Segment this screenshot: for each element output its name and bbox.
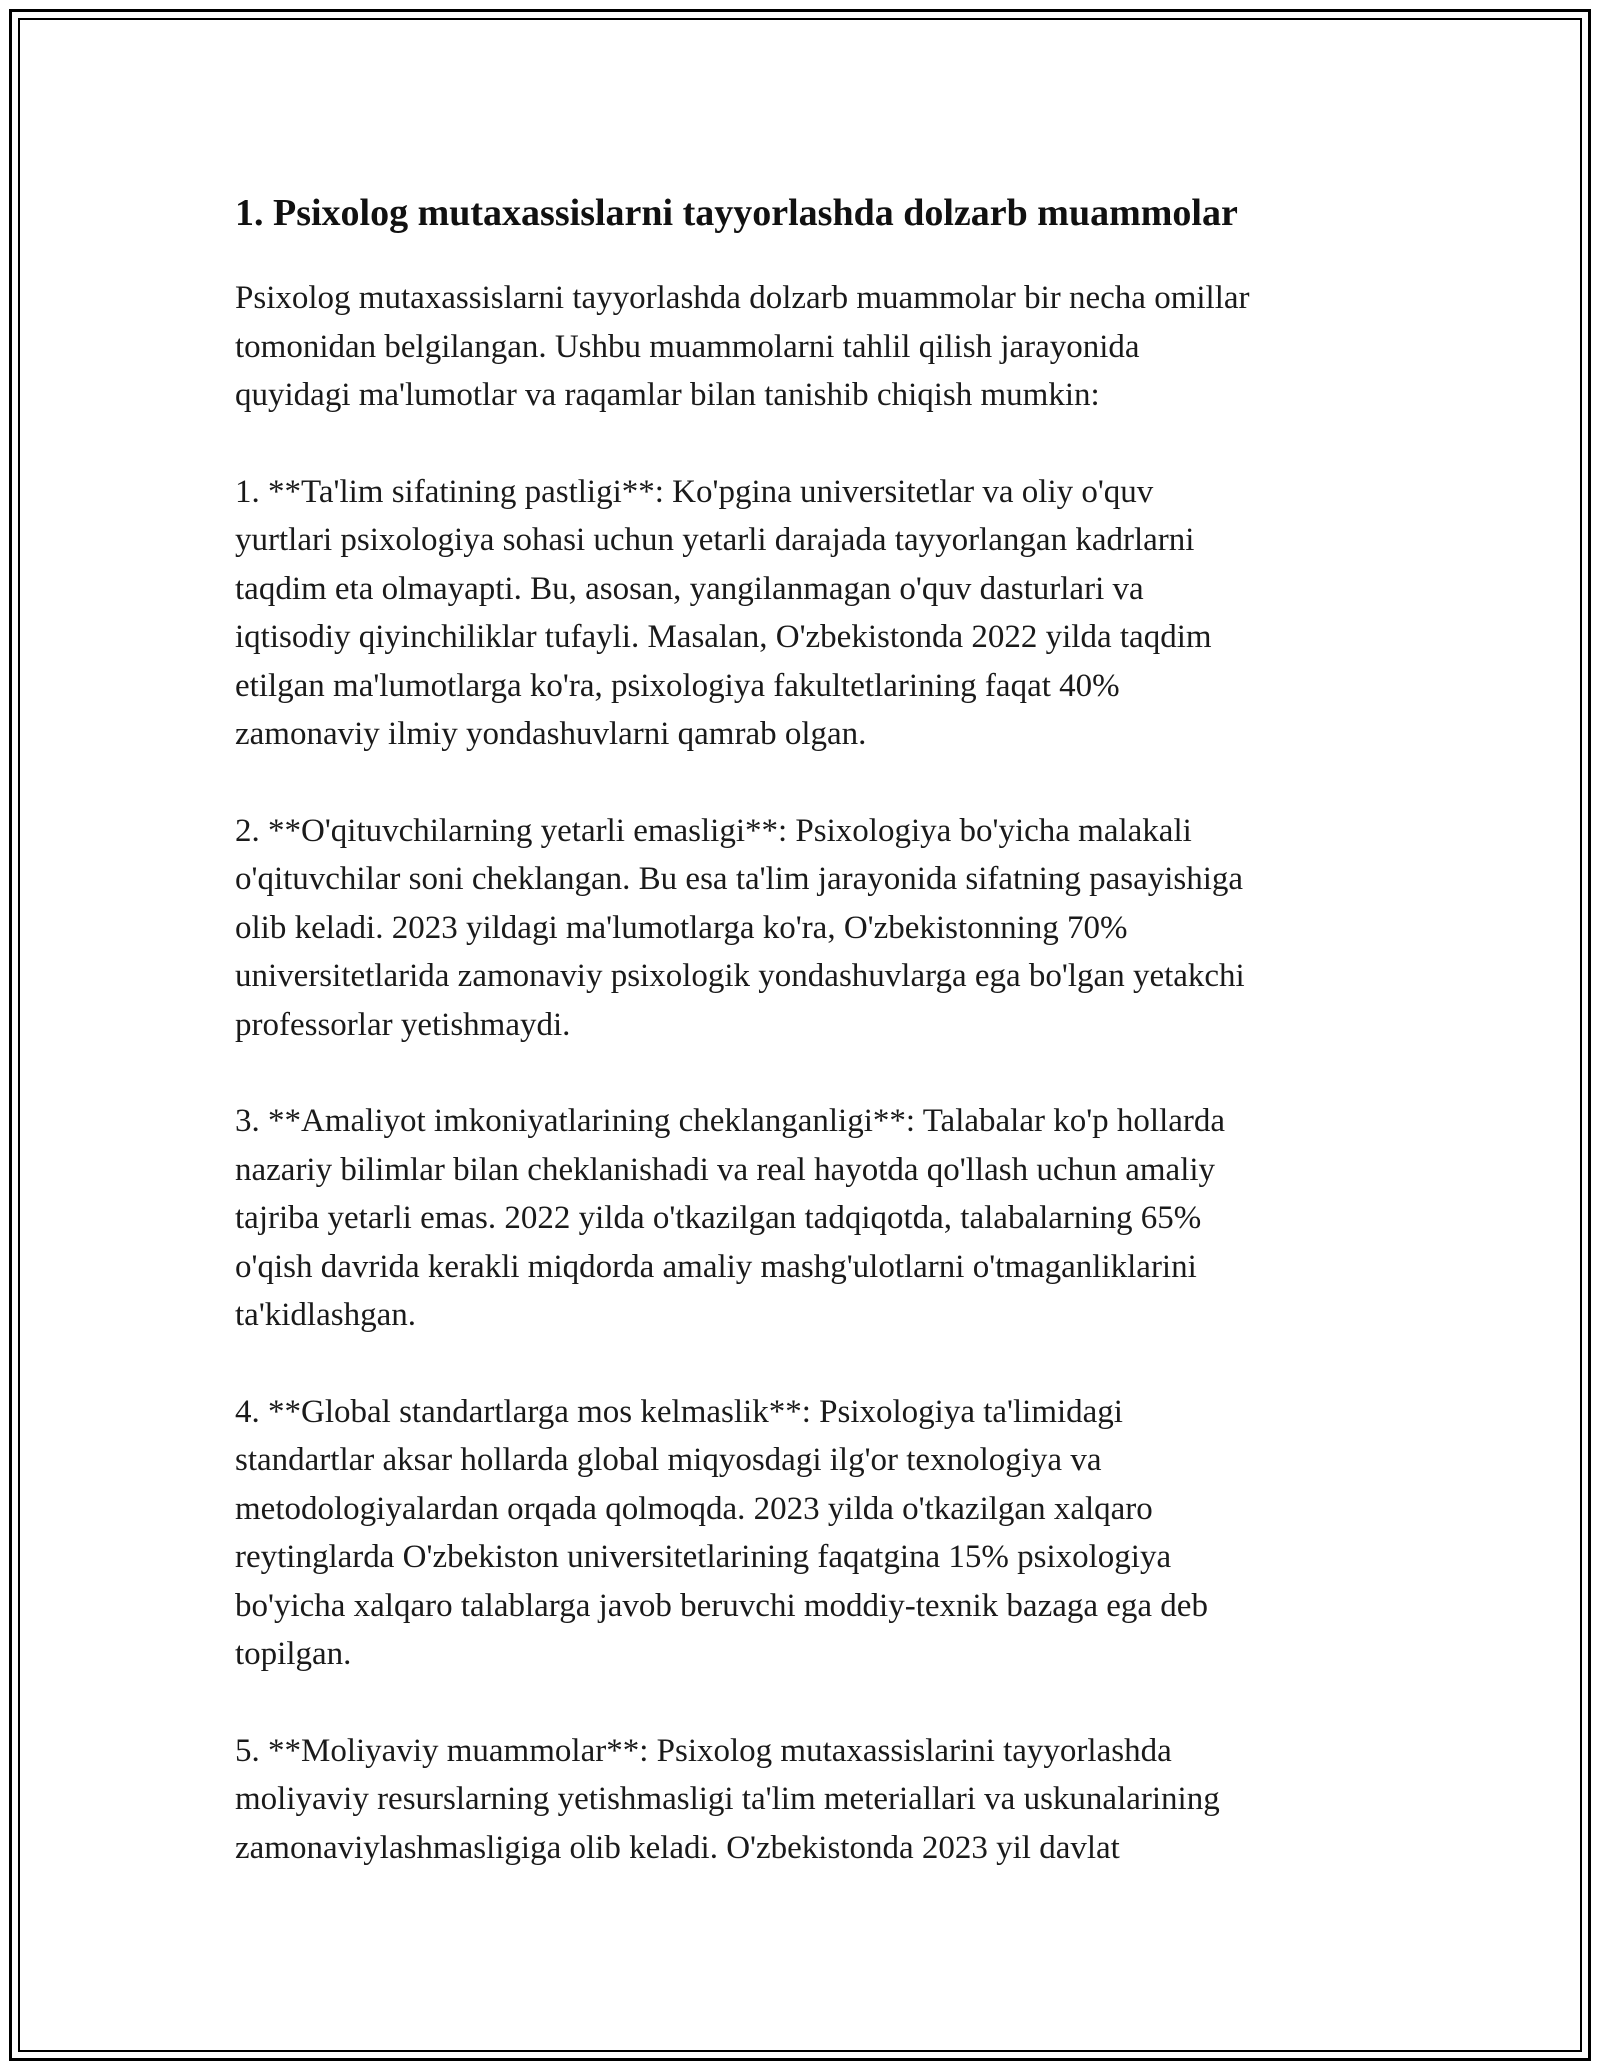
paragraph-item-3: 3. **Amaliyot imkoniyatlarining cheklanganligi**: Talabalar ko'p hollarda nazariy bilimlar bilan cheklanishadi va real hayotda qo'llash uchun amaliy tajriba yetarli emas. 2022 yilda o'tkazilgan tadqiqotda, talabalarning 65% o'qish davrida kerakli miqdorda amaliy mashg'ulotlarni o'tmaganliklarini ta'kidlashgan. — [235, 1103, 1226, 1333]
document-body — [235, 188, 1365, 1872]
paragraph-item-2: 2. **O'qituvchilarning yetarli emasligi**: Psixologiya bo'yicha malakali o'qituvchilar soni cheklangan. Bu esa ta'lim jarayonida sifatning pasayishiga olib keladi. 2023 yildagi ma'lumotlarga ko'ra, O'zbekistonning 70% universitetlarida zamonaviy psixologik yondashuvlarga ega bo'lgan yetakchi professorlar yetishmaydi. — [235, 812, 1245, 1043]
paragraph-item-5: 5. **Moliyaviy muammolar**: Psixolog mutaxassislarini tayyorlashda moliyaviy resurslarning yetishmasligi ta'lim meteriallari va uskunalarining zamonaviylashmasligiga olib keladi. O'zbekistonda 2023 yil davlat — [235, 1732, 1220, 1866]
paragraph-item-1: 1. **Ta'lim sifatining pastligi**: Ko'pgina universitetlar va oliy o'quv yurtlari psixologiya sohasi uchun yetarli darajada tayyorlangan kadrlarni taqdim eta olmayapti. Bu, asosan, yangilanmagan o'quv dasturlari va iqtisodiy qiyinchiliklar tufayli. Masalan, O'zbekistonda 2022 yilda taqdim etilgan ma'lumotlarga ko'ra, psixologiya fakultetlarining faqat 40% zamonaviy ilmiy yondashuvlarni qamrab olgan. — [235, 473, 1212, 752]
section-title: 1. Psixolog mutaxassislarni tayyorlashda dolzarb muammolar — [235, 192, 1238, 234]
intro-paragraph: Psixolog mutaxassislarni tayyorlashda dolzarb muammolar bir necha omillar tomonidan belgilangan. Ushbu muammolarni tahlil qilish jarayonida quyidagi ma'lumotlar va raqamlar bilan tanishib chiqish mumkin: — [235, 280, 1250, 413]
paragraph-item-4: 4. **Global standartlarga mos kelmaslik**: Psixologiya ta'limidagi standartlar aksar hollarda global miqyosdagi ilg'or texnologiya va metodologiyalardan orqada qolmoqda. 2023 yilda o'tkazilgan xalqaro reytinglarda O'zbekiston universitetlarining faqatgina 15% psixologiya bo'yicha xalqaro talablarga javob beruvchi moddiy-texnik bazaga ega deb topilgan. — [235, 1393, 1208, 1672]
